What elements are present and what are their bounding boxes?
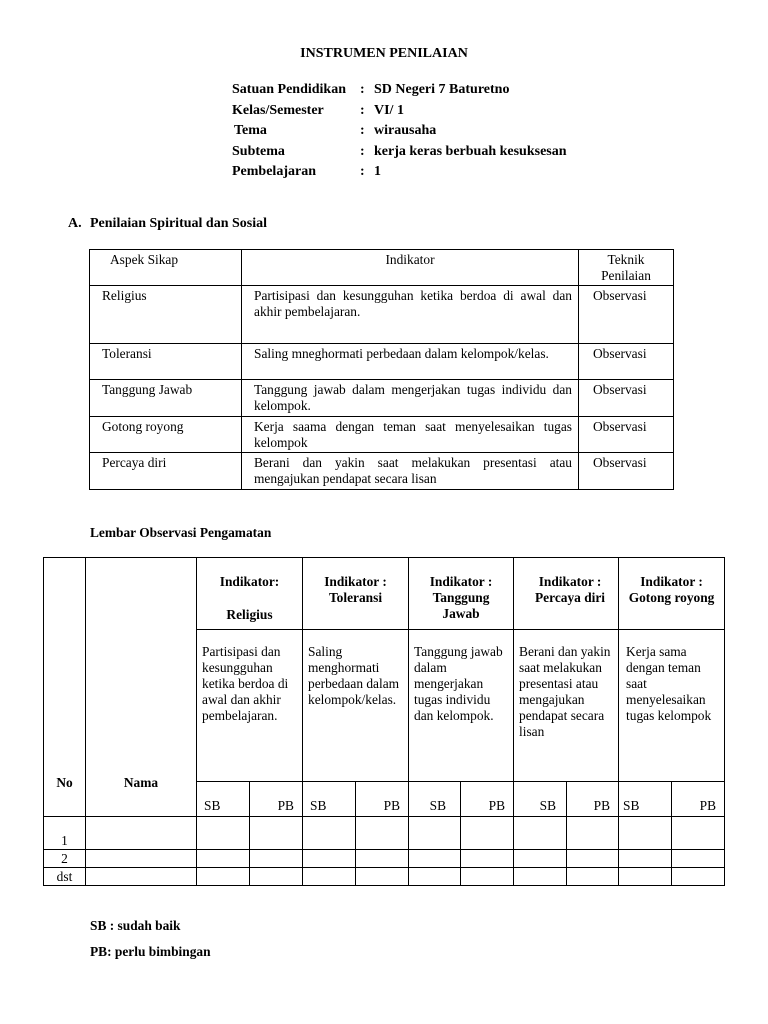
legend bbox=[90, 913, 211, 965]
teknik-cell: Observasi bbox=[579, 344, 674, 380]
aspek-cell: Tanggung Jawab bbox=[90, 380, 242, 417]
aspek-cell: Religius bbox=[90, 286, 242, 344]
info-block bbox=[232, 80, 567, 183]
indikator-header-toleransi: Indikator : Toleransi bbox=[303, 558, 409, 630]
info-label: Pembelajaran bbox=[232, 164, 316, 179]
table-row bbox=[44, 868, 725, 886]
indikator-header-percaya-diri: Indikator : Percaya diri bbox=[514, 558, 619, 630]
indikator-cell: Saling mneghormati perbedaan dalam kelompok/kelas. bbox=[242, 344, 579, 380]
obs-header-row bbox=[44, 558, 725, 630]
row-number: 1 bbox=[44, 817, 86, 850]
teknik-cell: Observasi bbox=[579, 417, 674, 453]
indikator-cell: Berani dan yakin saat melakukan presentasi atau mengajukan pendapat secara lisan bbox=[242, 453, 579, 490]
info-value: 1 bbox=[374, 164, 381, 179]
desc-percaya-diri: Berani dan yakin saat melakukan presentasi atau mengajukan pendapat secara lisan bbox=[514, 630, 619, 782]
aspek-cell: Percaya diri bbox=[90, 453, 242, 490]
row-number: dst bbox=[44, 868, 86, 886]
desc-gotong-royong: Kerja sama dengan teman saat menyelesaikan tugas kelompok bbox=[619, 630, 725, 782]
indikator-religius-label: Religius bbox=[226, 607, 273, 622]
info-label: Kelas/Semester bbox=[232, 102, 324, 118]
info-label: Tema bbox=[234, 123, 267, 138]
sb-header: SB bbox=[514, 782, 567, 817]
info-row: Satuan Pendidikan : SD Negeri 7 Baturetno bbox=[232, 80, 567, 101]
sb-header: SB bbox=[409, 782, 461, 817]
observasi-table bbox=[43, 557, 725, 886]
section-title: Penilaian Spiritual dan Sosial bbox=[90, 216, 267, 231]
sikap-row bbox=[90, 417, 674, 453]
header-indikator: Indikator bbox=[242, 250, 579, 286]
sb-header: SB bbox=[619, 782, 672, 817]
teknik-cell: Observasi bbox=[579, 453, 674, 490]
indikator-header-religius bbox=[197, 558, 303, 630]
pb-header: PB bbox=[250, 782, 303, 817]
info-row: Pembelajaran : 1 bbox=[232, 162, 567, 183]
header-teknik: Teknik Penilaian bbox=[579, 250, 674, 286]
table-row bbox=[44, 850, 725, 868]
sikap-row bbox=[90, 286, 674, 344]
section-a-heading bbox=[68, 216, 267, 232]
indikator-label: Indikator: bbox=[219, 574, 280, 589]
desc-toleransi: Saling menghormati perbedaan dalam kelompok/kelas. bbox=[303, 630, 409, 782]
info-value: SD Negeri 7 Baturetno bbox=[374, 82, 510, 97]
info-value: wirausaha bbox=[374, 123, 437, 138]
pb-header: PB bbox=[356, 782, 409, 817]
info-row: Kelas/Semester : VI/ 1 bbox=[232, 101, 567, 122]
info-label: Satuan Pendidikan bbox=[232, 82, 346, 97]
section-letter: A. bbox=[68, 216, 82, 231]
info-row: Subtema : kerja keras berbuah kesuksesan bbox=[232, 142, 567, 163]
legend-sb: SB : sudah baik bbox=[90, 918, 181, 933]
sb-header: SB bbox=[197, 782, 250, 817]
table-row bbox=[44, 817, 725, 850]
sikap-row bbox=[90, 453, 674, 490]
sikap-table bbox=[89, 249, 674, 490]
info-value: VI/ 1 bbox=[374, 102, 404, 118]
aspek-cell: Gotong royong bbox=[90, 417, 242, 453]
no-header: No bbox=[44, 558, 86, 817]
desc-tanggung-jawab: Tanggung jawab dalam mengerjakan tugas individu dan kelompok. bbox=[409, 630, 514, 782]
info-label: Subtema bbox=[232, 143, 285, 159]
indikator-cell: Kerja saama dengan teman saat menyelesaikan tugas kelompok bbox=[242, 417, 579, 453]
header-aspek: Aspek Sikap bbox=[90, 250, 242, 286]
nama-cell bbox=[86, 850, 197, 868]
nama-cell bbox=[86, 817, 197, 850]
row-number: 2 bbox=[44, 850, 86, 868]
info-value: kerja keras berbuah kesuksesan bbox=[374, 143, 567, 159]
page-title: INSTRUMEN PENILAIAN bbox=[300, 46, 468, 61]
legend-pb: PB: perlu bimbingan bbox=[90, 944, 211, 959]
indikator-header-tanggung-jawab: Indikator : Tanggung Jawab bbox=[409, 558, 514, 630]
indikator-cell: Tanggung jawab dalam mengerjakan tugas individu dan kelompok. bbox=[242, 380, 579, 417]
pb-header: PB bbox=[567, 782, 619, 817]
lembar-title: Lembar Observasi Pengamatan bbox=[90, 525, 272, 540]
sikap-row bbox=[90, 380, 674, 417]
sikap-row bbox=[90, 344, 674, 380]
sikap-header-row bbox=[90, 250, 674, 286]
info-row: Tema : wirausaha bbox=[232, 121, 567, 142]
sb-header: SB bbox=[303, 782, 356, 817]
nama-header: Nama bbox=[86, 558, 197, 817]
desc-religius: Partisipasi dan kesungguhan ketika berdoa di awal dan akhir pembelajaran. bbox=[197, 630, 303, 782]
nama-cell bbox=[86, 868, 197, 886]
indikator-header-gotong-royong: Indikator : Gotong royong bbox=[619, 558, 725, 630]
pb-header: PB bbox=[461, 782, 514, 817]
aspek-cell: Toleransi bbox=[90, 344, 242, 380]
teknik-cell: Observasi bbox=[579, 380, 674, 417]
indikator-cell: Partisipasi dan kesungguhan ketika berdoa di awal dan akhir pembelajaran. bbox=[242, 286, 579, 344]
teknik-cell: Observasi bbox=[579, 286, 674, 344]
pb-header: PB bbox=[672, 782, 725, 817]
